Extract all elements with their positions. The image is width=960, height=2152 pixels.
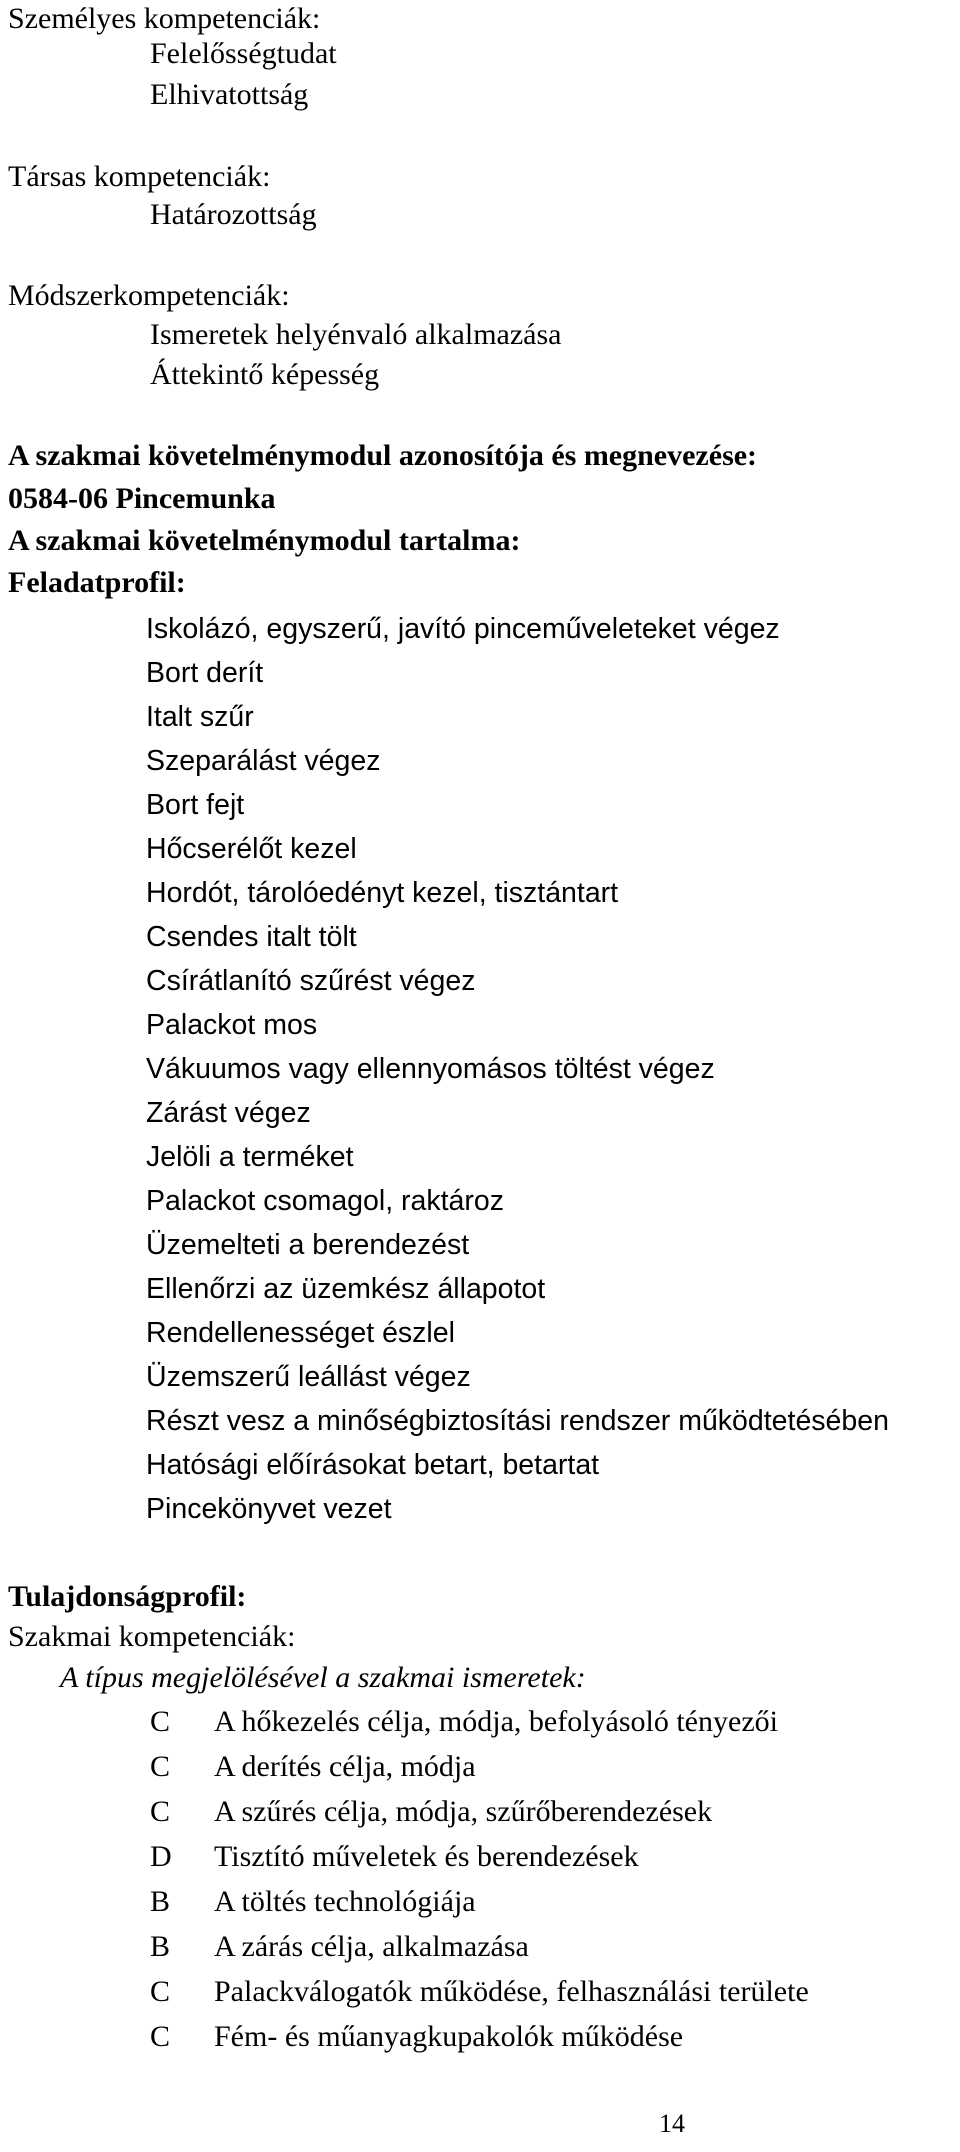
knowledge-type-code: C bbox=[150, 2020, 171, 2053]
task-item: Csírátlanító szűrést végez bbox=[146, 965, 476, 997]
type-knowledge-heading: A típus megjelölésével a szakmai ismeretek: bbox=[60, 1661, 586, 1694]
task-item: Zárást végez bbox=[146, 1097, 311, 1129]
task-item: Részt vesz a minőségbiztosítási rendszer működtetésében bbox=[146, 1405, 889, 1437]
knowledge-type-code: C bbox=[150, 1750, 171, 1783]
task-item: Hőcserélőt kezel bbox=[146, 833, 357, 865]
task-item: Csendes italt tölt bbox=[146, 921, 357, 953]
knowledge-type-code: B bbox=[150, 1885, 171, 1918]
task-item: Hatósági előírásokat betart, betartat bbox=[146, 1449, 600, 1481]
method-competencies-heading: Módszerkompetenciák: bbox=[8, 279, 290, 312]
task-item: Vákuumos vagy ellennyomásos töltést végez bbox=[146, 1053, 715, 1085]
knowledge-item-text: A szűrés célja, módja, szűrőberendezések bbox=[214, 1795, 713, 1828]
knowledge-item-text: A töltés technológiája bbox=[214, 1885, 476, 1918]
knowledge-type-code: C bbox=[150, 1975, 171, 2008]
personal-competency-item: Elhivatottság bbox=[150, 78, 309, 111]
personal-competency-item: Felelősségtudat bbox=[150, 37, 337, 70]
professional-competencies-heading: Szakmai kompetenciák: bbox=[8, 1620, 296, 1653]
task-item: Iskolázó, egyszerű, javító pinceműveleteket végez bbox=[146, 613, 780, 645]
task-item: Italt szűr bbox=[146, 701, 254, 733]
page-number: 14 bbox=[659, 2109, 685, 2138]
task-item: Rendellenességet észlel bbox=[146, 1317, 455, 1349]
knowledge-item-text: Tisztító műveletek és berendezések bbox=[214, 1840, 639, 1873]
task-item: Pincekönyvet vezet bbox=[146, 1493, 392, 1525]
knowledge-item-text: A zárás célja, alkalmazása bbox=[214, 1930, 529, 1963]
task-item: Bort derít bbox=[146, 657, 264, 689]
task-item: Palackot mos bbox=[146, 1009, 318, 1041]
personal-competencies-heading: Személyes kompetenciák: bbox=[8, 2, 321, 35]
task-item: Szeparálást végez bbox=[146, 745, 381, 777]
task-item: Bort fejt bbox=[146, 789, 245, 821]
task-profile-heading: Feladatprofil: bbox=[8, 566, 186, 599]
task-item: Ellenőrzi az üzemkész állapotot bbox=[146, 1273, 546, 1305]
method-competency-item: Áttekintő képesség bbox=[150, 358, 380, 391]
knowledge-item-text: Fém- és műanyagkupakolók működése bbox=[214, 2020, 684, 2053]
knowledge-item-text: Palackválogatók működése, felhasználási területe bbox=[214, 1975, 809, 2008]
knowledge-item-text: A hőkezelés célja, módja, befolyásoló tényezői bbox=[214, 1705, 778, 1738]
knowledge-type-code: C bbox=[150, 1795, 171, 1828]
knowledge-type-code: B bbox=[150, 1930, 171, 1963]
method-competency-item: Ismeretek helyénvaló alkalmazása bbox=[150, 318, 562, 351]
property-profile-heading: Tulajdonságprofil: bbox=[8, 1580, 247, 1613]
module-id-line: 0584-06 Pincemunka bbox=[8, 482, 276, 515]
social-competencies-heading: Társas kompetenciák: bbox=[8, 160, 271, 193]
task-item: Üzemszerű leállást végez bbox=[146, 1361, 471, 1393]
task-item: Hordót, tárolóedényt kezel, tisztántart bbox=[146, 877, 619, 909]
social-competency-item: Határozottság bbox=[150, 198, 317, 231]
module-id-heading: A szakmai követelménymodul azonosítója és megnevezése: bbox=[8, 439, 758, 472]
knowledge-item-text: A derítés célja, módja bbox=[214, 1750, 476, 1783]
knowledge-type-code: C bbox=[150, 1705, 171, 1738]
module-content-heading: A szakmai követelménymodul tartalma: bbox=[8, 524, 521, 557]
knowledge-type-code: D bbox=[150, 1840, 172, 1873]
task-item: Üzemelteti a berendezést bbox=[146, 1229, 470, 1261]
task-item: Jelöli a terméket bbox=[146, 1141, 354, 1173]
task-item: Palackot csomagol, raktároz bbox=[146, 1185, 504, 1217]
